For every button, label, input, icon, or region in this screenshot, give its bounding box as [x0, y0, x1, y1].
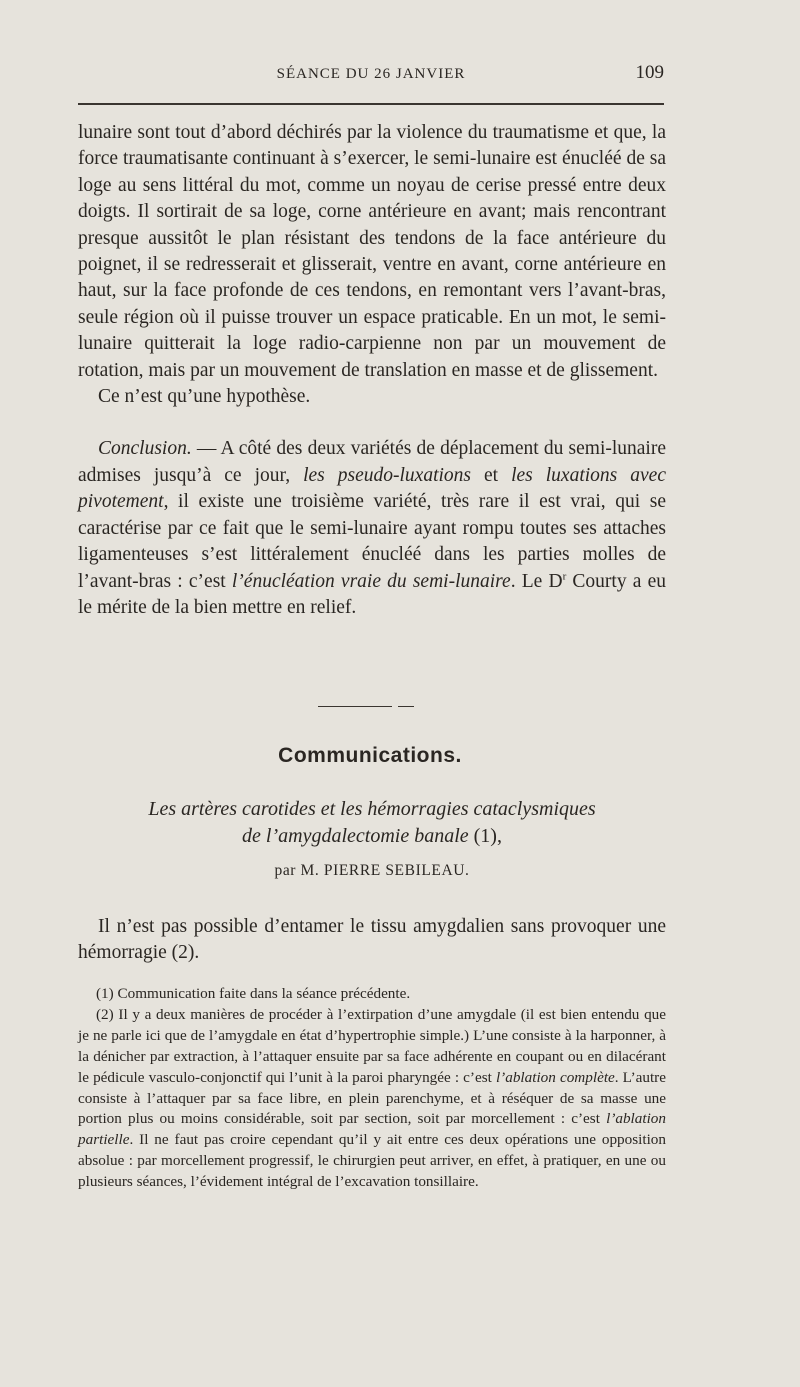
paragraph-conclusion: Conclusion. — A côté des deux variétés de déplacement du semi-lunaire admises jusqu’à ce jour, les pseudo-luxations et les luxations avec pivotement, il existe une troisième variété, très rare il est vrai, qui se caractérise par ce fait que le semi-lunaire ayant rompu toutes ses attaches ligamenteuses s’est littéralement énucléé dans les parties molles de l’avant-bras : c’est l’énucléation vraie du semi-lunaire. Le $D^r$ Courty a eu le mérite de la bien mettre en relief.: [78, 438, 666, 618]
footnotes: [78, 984, 666, 1193]
paragraph-hypothesis: Ce n’est qu’une hypothèse.: [98, 386, 311, 408]
opening-paragraph: Il n’est pas possible d’entamer le tissu amygdalien sans provoquer une hémorragie (2).: [78, 916, 666, 964]
section-heading: Communications.: [278, 744, 462, 767]
footnote-2: (2) Il y a deux manières de procéder à l’extirpation d’une amygdale (il est bien entendu que je ne parle ici que de l’amygdale en état d’hypertrophie simple.) L’une consiste à la harponner, à la dénicher par extraction, à l’attaquer ensuite par sa face adhérente en coupant ou en dilacérant le pédicule vasculo-conjonctif qui l’unit à la paroi pharyngée : c’est l’ablation complète. L’autre consiste à l’attaquer par sa face libre, en plein parenchyme, et à réséquer de sa masse une portion plus ou moins considérable, soit par section, soit par morcellement : c’est l’ablation partielle. Il ne faut pas croire cependant qu’il y ait entre ces deux opérations une opposition absolue : par morcellement progressif, le chirurgien peut arriver, en effet, à pratiquer, en une ou plusieurs séances, l’évidement intégral de l’excavation tonsillaire.: [78, 1005, 666, 1191]
page-number: 109: [635, 62, 664, 83]
main-text: [78, 120, 666, 621]
running-title: SÉANCE DU 26 JANVIER: [276, 66, 466, 82]
section-separator: [318, 706, 414, 707]
footnote-1: (1) Communication faite dans la séance précédente.: [96, 985, 411, 1002]
paragraph-continuation: lunaire sont tout d’abord déchirés par la violence du traumatisme et que, la force traumatisante continuant à s’exercer, le semi-lunaire est énucléé de sa loge au sens littéral du mot, comme un noyau de cerise pressé entre deux doigts. Il sortirait de sa loge, corne antérieure en avant; mais rencontrant presque aussitôt le plan résistant des tendons de la face antérieure du poignet, il se redresserait et glisserait, ventre en avant, corne antérieure en haut, sur la face profonde de ces tendons, en remontant vers l’avant-bras, seule région où il puisse trouver un espace praticable. En un mot, le semi-lunaire quitterait la loge radio-carpienne non par un mouvement de rotation, mais par un mouvement de translation en masse et de glissement.: [78, 122, 666, 381]
conclusion-label: Conclusion.: [98, 438, 192, 460]
header-rule: [78, 103, 664, 105]
article-title-line-1: Les artères carotides et les hémorragies cataclysmiques: [148, 798, 596, 820]
article-author: par M. PIERRE SEBILEAU.: [274, 862, 470, 879]
page-header: [78, 62, 664, 90]
article-title: [78, 796, 666, 850]
article-title-line-2: de l’amygdalectomie banale (1),: [242, 825, 502, 847]
